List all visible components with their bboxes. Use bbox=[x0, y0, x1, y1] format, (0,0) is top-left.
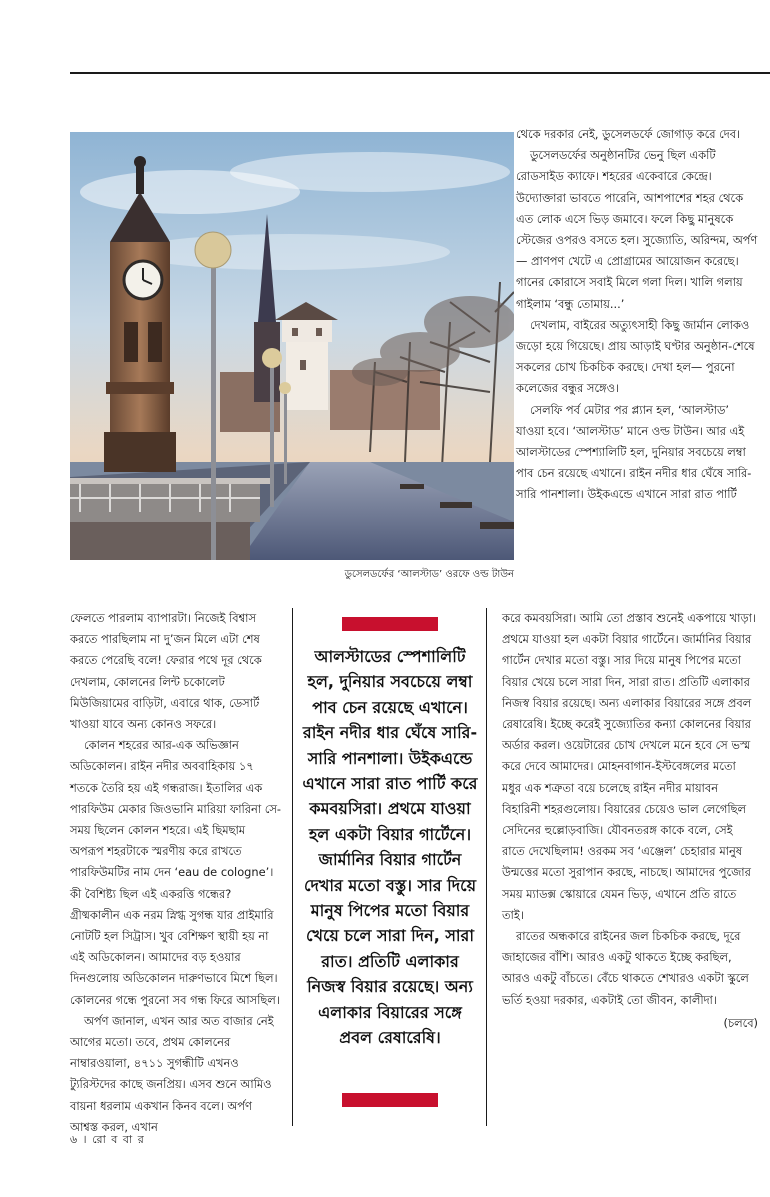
section-name: রো ব বা র bbox=[92, 1133, 145, 1146]
paragraph: রাতের অন্ধকারে রাইনের জল চিকচিক করছে, দূরে জাহাজের বাঁশি। আরও একটু থাকতে ইচ্ছে করছিল, আরও একটু বাঁচতে। বেঁচে থাকতে শেখারও একটা স্কুলে ভর্তি হওয়া দরকার, একটাই তো জীবন, কালীদা। bbox=[502, 929, 749, 1007]
page-number: ৬ bbox=[70, 1133, 79, 1146]
paragraph: ফেলতে পারলাম ব্যাপারটা। নিজেই বিশ্বাস করতে পারছিলাম না দু’জন মিলে এটা শেষ করতে পেরেছি বলে! ফেরার পথে দূর থেকে দেখলাম, কোলনের লিন্ট চকোলেট মিউজিয়ামের বাড়িটা, এবারে থাক, ডেসার্ট খাওয়া যাবে অন্য কোনও সফরে। bbox=[70, 611, 262, 732]
article-photo bbox=[70, 132, 514, 560]
column-divider bbox=[486, 608, 487, 1126]
photo-caption: ডুসেলডর্ফের ‘আলস্টাড’ ওরফে ওল্ড টাউন bbox=[344, 569, 514, 580]
top-rule bbox=[70, 72, 770, 74]
article-column-left bbox=[70, 608, 282, 1138]
paragraph: সেলফি পর্ব মেটার পর প্ল্যান হল, ‘আলস্টাড’ যাওয়া হবে। ‘আলস্টাড’ মানে ওল্ড টাউন। আর এই আলস্টাডের স্পেশ্যালিটি হল, দুনিয়ার সবচেয়ে লম্বা পাব চেন রয়েছে এখানে। রাইন নদীর ধার ঘেঁষে সারি-সারি পানশালা। উইকএন্ডে এখানে সারা রাত পার্টি bbox=[516, 402, 752, 502]
continued-note: (চলবে) bbox=[723, 1015, 758, 1030]
pullquote-accent-bar bbox=[342, 1093, 438, 1107]
paragraph: দেখলাম, বাইরের অত্যুৎসাহী কিছু জার্মান লোকও জড়ো হয়ে গিয়েছে। প্রায় আড়াই ঘণ্টার অনুষ্ঠান-শেষে সকলের চোখ চিকচিক করছে। দেখা হল— পুরনো কলেজের বন্ধুর সঙ্গেও। bbox=[516, 317, 755, 396]
pullquote-accent-bar bbox=[342, 617, 438, 631]
paragraph: করে কমবয়সিরা। আমি তো প্রস্তাব শুনেই একপায়ে খাড়া। প্রথমে যাওয়া হল একটা বিয়ার গার্টেনে। জার্মানির বিয়ার গার্টেন দেখার মতো বস্তু। সার দিয়ে মানুষ পিপের মতো বিয়ার খেয়ে চলে সারা দিন, সারা রাত। প্রতিটি এলাকার নিজস্ব বিয়ার রয়েছে। অন্য এলাকার বিয়ারের সঙ্গে প্রবল রেষারেষি। ইচ্ছে করেই সুজ্যোতির কন্যা কোলনের বিয়ার অর্ডার করল। ওয়েটারের চোখ দেখলে মনে হবে সে ভস্ম করে দেবে আমাদের। মোহনবাগান-ইস্টবেঙ্গলের মতো মধুর এক শত্রুতা বয়ে চলেছে রাইন নদীর মায়াবন বিহারিনী শহরগুলোয়। বিয়ারের চেয়েও ভাল লেগেছিল সেদিনের হুল্লোড়বাজি। যৌবনতরঙ্গ কাকে বলে, সেই রাতে দেখেছিলাম! ওরকম সব ‘এঞ্জেল’ চেহারার মানুষ উন্মত্তের মতো সুরাপান করছে, নাচছে। আমাদের পুজোর সময় ম্যাডক্স স্কোয়ারে যেমন ভিড়, এখানে প্রতি রাতে তাই। bbox=[502, 611, 756, 922]
article-column-right-top bbox=[516, 124, 760, 506]
pullquote: আলস্টাডের স্পেশালিটি হল, দুনিয়ার সবচেয়ে লম্বা পাব চেন রয়েছে এখানে। রাইন নদীর ধার ঘেঁষে সারি-সারি পানশালা। উইকএন্ডে এখানে সারা রাত পার্টি করে কমবয়সিরা। প্রথমে যাওয়া হল একটা বিয়ার গার্টেনে। জার্মানির বিয়ার গার্টেন দেখার মতো বস্তু। সার দিয়ে মানুষ পিপের মতো বিয়ার খেয়ে চলে সারা দিন, সারা রাত। প্রতিটি এলাকার নিজস্ব বিয়ার রয়েছে। অন্য এলাকার বিয়ারের সঙ্গে প্রবল রেষারেষি। bbox=[302, 647, 478, 1048]
footer-separator: । bbox=[82, 1133, 88, 1146]
dusseldorf-old-town-photo bbox=[70, 132, 514, 560]
paragraph: ডুসেলডর্ফের অনুষ্ঠানটির ভেনু ছিল একটি রোডসাইড ক্যাফে। শহরের একেবারে কেন্দ্রে। উদ্যোক্তারা ভাবতে পারেনি, আশপাশের শহর থেকে এত লোক এসে ভিড় জমাবে। ফলে কিছু মানুষকে স্টেজের ওপরও বসতে হল। সুজ্যোতি, অরিন্দম, অর্পণ— প্রাণপণ খেটে এ প্রোগ্রামের আয়োজন করেছে। গানের কোরাসে সবাই মিলে গলা দিল। খালি গলায় গাইলাম ‘বন্ধু তোমায়...’ bbox=[516, 148, 758, 311]
article-column-right-bottom bbox=[502, 608, 758, 1034]
column-divider bbox=[292, 608, 293, 1126]
page-footer bbox=[70, 1131, 145, 1150]
paragraph: অর্পণ জানাল, এখন আর অত বাজার নেই আগের মতো। তবে, প্রথম কোলনের নাম্বারওয়ালা, ৪৭১১ সুগন্ধীটি এখনও ট্যুরিস্টদের কাছে জনপ্রিয়। এসব শুনে আমিও বায়না ধরলাম একখান কিনব বলে। অর্পণ আশ্বস্ত করল, এখান bbox=[70, 1013, 274, 1134]
paragraph: থেকে দরকার নেই, ডুসেলডর্ফে জোগাড় করে দেব। bbox=[516, 127, 741, 141]
paragraph: কোলন শহরের আর-এক অভিজ্ঞান অডিকোলন। রাইন নদীর অববাহিকায় ১৭ শতকে তৈরি হয় এই গন্ধরাজ। ইতালির এক পারফিউম মেকার জিওভানি মারিয়া ফারিনা সে-সময় ছিলেন কোলন শহরে। এই ছিমছাম অপরূপ শহরটাকে স্মরণীয় করে রাখতে পারফিউমটির নাম দেন ‘eau de cologne’। কী বৈশিষ্ট্য ছিল এই একরত্তি গন্ধের? গ্রীষ্মকালীন এক নরম স্নিগ্ধ সুগন্ধ যার প্রাইমারি নোটটি হল সিট্রাস। খুব বেশিক্ষণ স্থায়ী হয় না এই অডিকোলন। আমাদের বড় হওয়ার দিনগুলোয় অডিকোলন দারুণভাবে মিশে ছিল। কোলনের গন্ধে পুরনো সব গন্ধ ফিরে আসছিল। bbox=[70, 738, 282, 1007]
